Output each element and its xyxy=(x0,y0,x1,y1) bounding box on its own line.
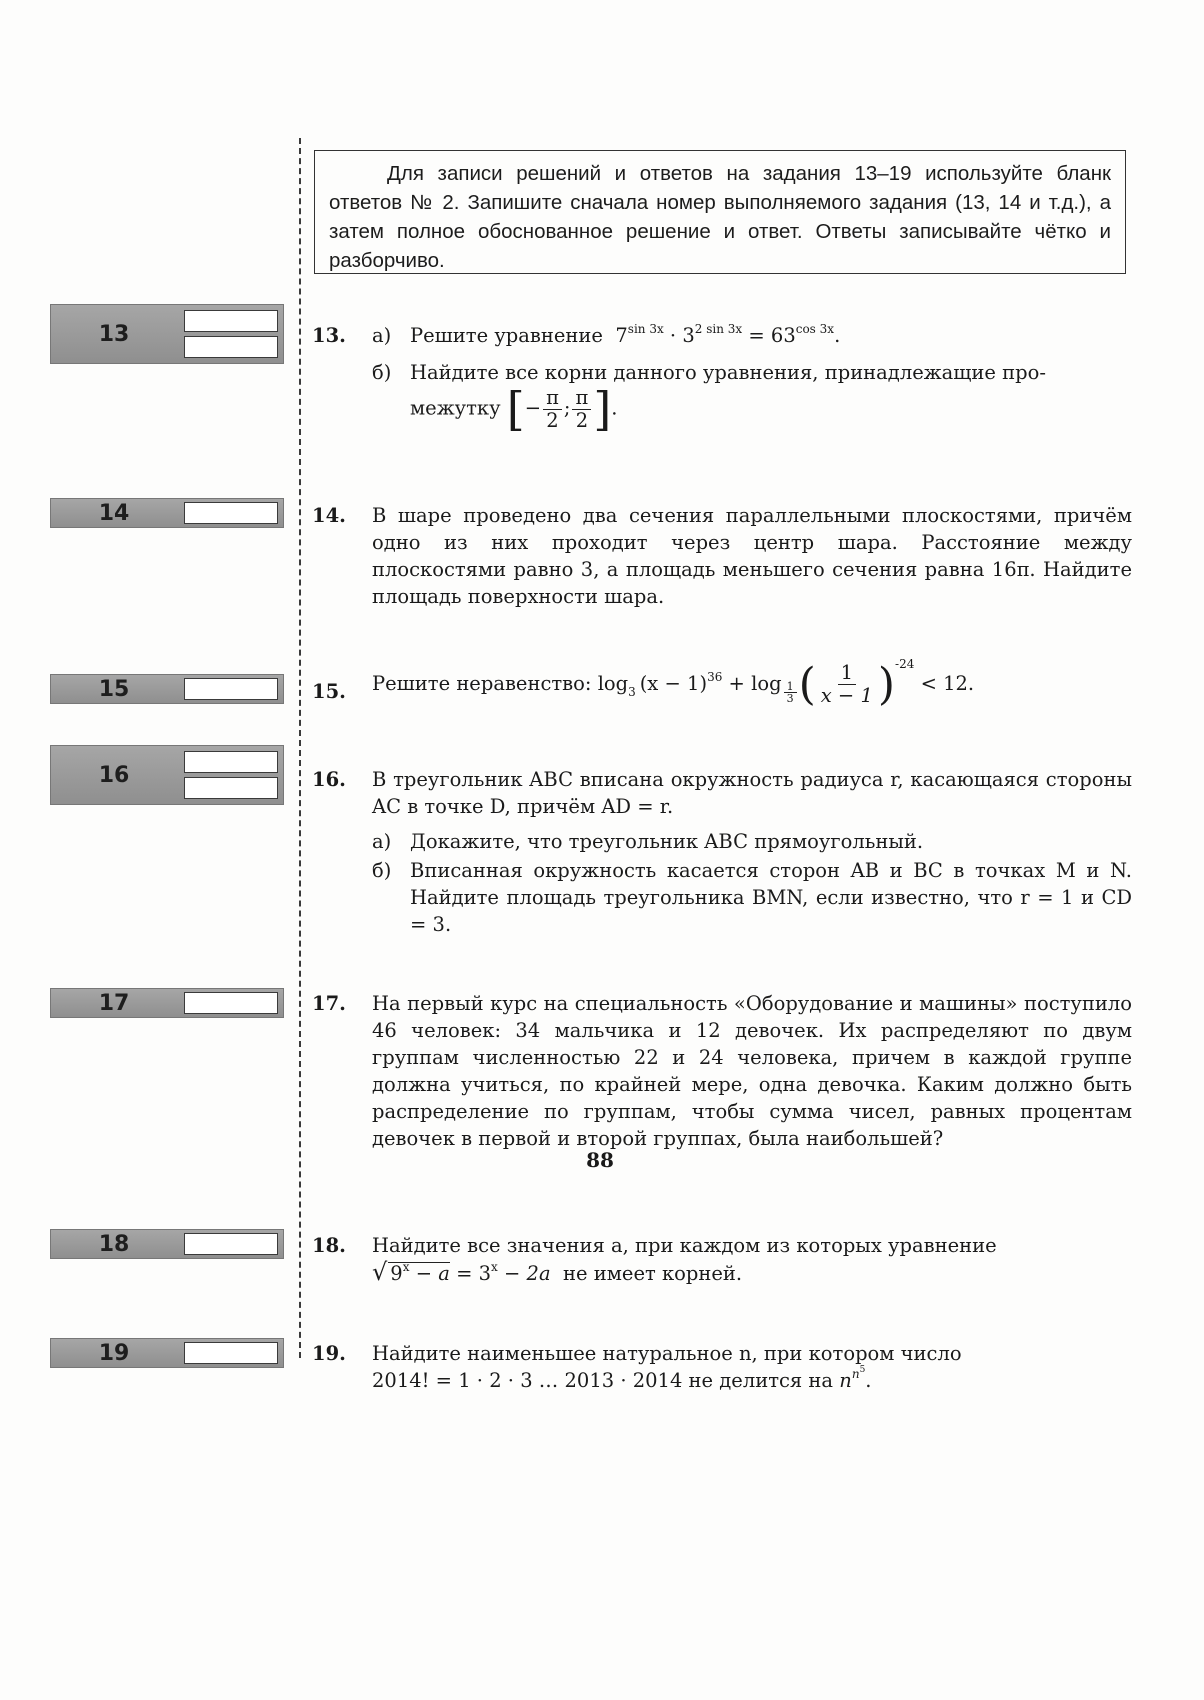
score-box[interactable] xyxy=(184,310,278,332)
tag-number: 14 xyxy=(98,500,130,526)
task-13a-text: Решите уравнение $7^{sin 3x} \cdot 3^{2 sin 3x} = 63^{cos 3x}$. xyxy=(410,322,841,347)
score-box[interactable] xyxy=(184,336,278,358)
task-number: 19. xyxy=(312,1342,346,1365)
tag-number: 13 xyxy=(98,321,130,347)
score-box[interactable] xyxy=(184,678,278,700)
task-18 xyxy=(312,1232,1132,1287)
part-label: б) xyxy=(372,859,392,882)
answer-tag-15 xyxy=(50,674,284,704)
tag-number: 16 xyxy=(98,762,130,788)
task-14 xyxy=(312,502,1132,610)
task-13 xyxy=(312,322,1132,436)
task-13b-text: Найдите все корни данного уравнения, принадлежащие про- межутку [− $\frac{\pi}{2}$ ; $\frac{\pi}{2}$ ]. xyxy=(410,361,1046,436)
answer-tag-14 xyxy=(50,498,284,528)
instructions-box xyxy=(314,150,1126,274)
part-label: а) xyxy=(372,324,392,347)
tag-number: 15 xyxy=(98,676,130,702)
task-16b-text: Вписанная окружность касается сторон AB и BC в точках M и N. Найдите площадь треугольника BMN, если известно, что r = 1 и CD = 3. xyxy=(410,859,1132,936)
tag-number: 19 xyxy=(98,1340,130,1366)
part-label: а) xyxy=(372,830,392,853)
task-number: 15. xyxy=(312,680,346,703)
score-box[interactable] xyxy=(184,751,278,773)
part-label: б) xyxy=(372,361,392,384)
answer-tag-16 xyxy=(50,745,284,805)
cut-line xyxy=(299,138,301,1358)
task-17-text: На первый курс на специальность «Оборудование и машины» поступило 46 человек: 34 мальчика и 12 девочек. Их распределяют по двум группам численностью 22 и 24 человека, причем в каждой группе должна учиться, по крайней мере, одна девочка. Каким должно быть распределение по группам, чтобы сумма чисел, равных процентам девочек в первой и второй группах, была наибольшей? xyxy=(372,992,1132,1150)
task-16-text: В треугольник ABC вписана окружность радиуса r, касающаяся стороны AC в точке D, причём AD = r. xyxy=(372,768,1132,818)
task-15-text: Решите неравенство: $\log_3 (x - 1)^{36} + \log$ $_{\frac{1}{3}}$ ( $\frac{1}{x - 1}$ )$^{-24}$ < 12. xyxy=(372,657,975,710)
task-16 xyxy=(312,766,1132,938)
score-box[interactable] xyxy=(184,777,278,799)
task-number: 17. xyxy=(312,992,346,1015)
task-number: 13. xyxy=(312,324,346,347)
task-18-text: Найдите все значения a, при каждом из которых уравнение √ $9^x - a = 3^x - 2a$ не имеет корней. xyxy=(372,1234,997,1286)
instructions-text: Для записи решений и ответов на задания 13–19 используйте бланк ответов № 2. Запишите сначала номер выполняемого задания (13, 14 и т.д.), а затем полное обоснованное решение и ответ. Ответы записывайте чётко и разборчиво. xyxy=(329,162,1111,272)
answer-tag-17 xyxy=(50,988,284,1018)
task-number: 18. xyxy=(312,1234,346,1257)
tag-number: 18 xyxy=(98,1231,130,1257)
page-number: 88 xyxy=(586,1148,614,1172)
task-19 xyxy=(312,1340,1132,1394)
task-15 xyxy=(312,657,1132,710)
answer-tag-13 xyxy=(50,304,284,364)
score-box[interactable] xyxy=(184,1342,278,1364)
score-box[interactable] xyxy=(184,992,278,1014)
task-14-text: В шаре проведено два сечения параллельными плоскостями, причём одно из них проходит через центр шара. Расстояние между плоскостями равно 3, а площадь меньшего сечения равна 16π. Найдите площадь поверхности шара. xyxy=(372,504,1132,608)
task-16a-text: Докажите, что треугольник ABC прямоугольный. xyxy=(410,830,924,853)
score-box[interactable] xyxy=(184,1233,278,1255)
answer-tag-18 xyxy=(50,1229,284,1259)
score-box[interactable] xyxy=(184,502,278,524)
tag-number: 17 xyxy=(98,990,130,1016)
task-19-text: Найдите наименьшее натуральное n, при котором число 2014! = 1 · 2 · 3 … 2013 · 2014 не делится на $n^{n^5}$. xyxy=(372,1342,962,1392)
answer-tag-19 xyxy=(50,1338,284,1368)
task-number: 16. xyxy=(312,768,346,791)
task-number: 14. xyxy=(312,504,346,527)
task-17 xyxy=(312,990,1132,1152)
